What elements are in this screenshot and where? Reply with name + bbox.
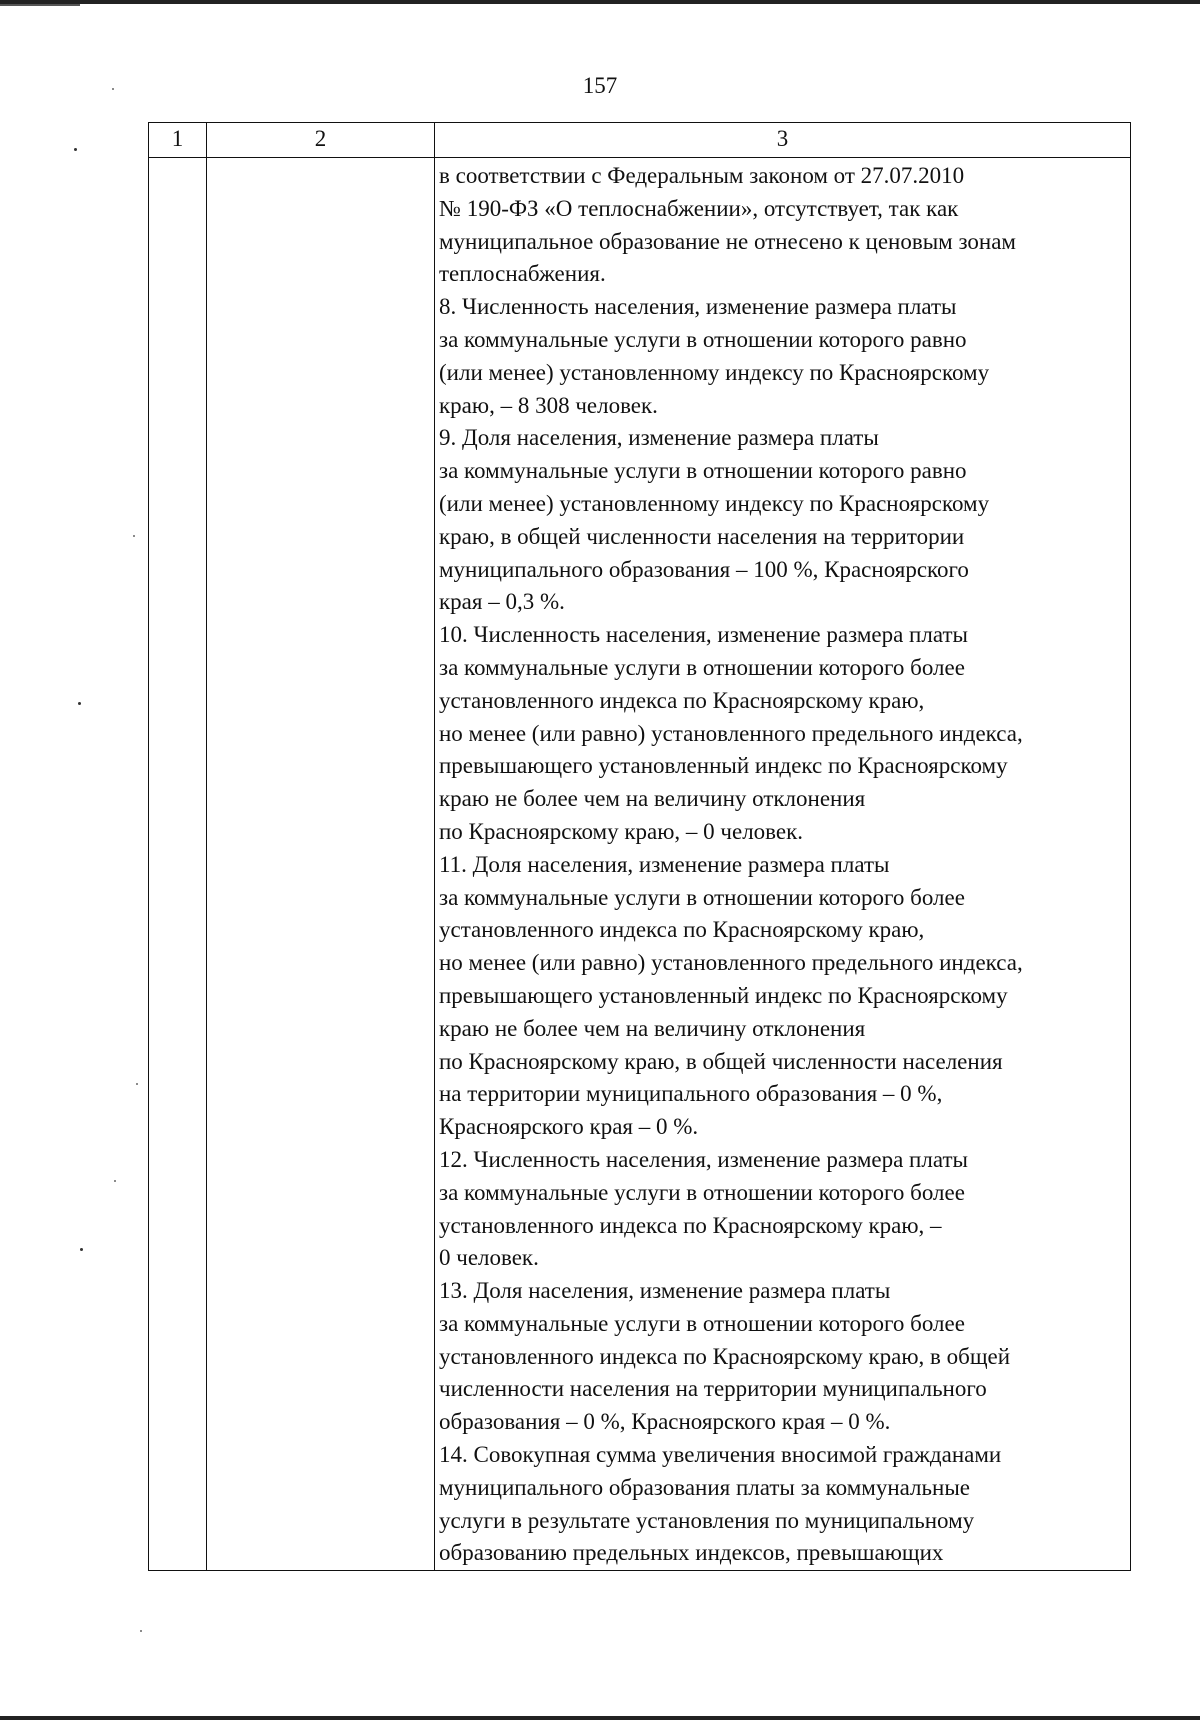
text-line: 8. Численность населения, изменение размера платы [439, 294, 957, 320]
scan-speck [74, 148, 77, 151]
text-line: муниципального образования платы за коммунальные [439, 1474, 970, 1500]
text-line: установленного индекса по Красноярскому краю, [439, 687, 925, 713]
text-line: за коммунальные услуги в отношении которого более [439, 1179, 965, 1205]
text-line: услуги в результате установления по муниципальному [439, 1507, 975, 1533]
table-cell-col1 [149, 158, 207, 1571]
text-line: (или менее) установленному индексу по Красноярскому [439, 359, 990, 385]
text-line: за коммунальные услуги в отношении которого равно [439, 458, 967, 484]
text-line: но менее (или равно) установленного предельного индекса, [439, 720, 1023, 746]
text-line: теплоснабжения. [439, 261, 606, 287]
text-line: 12. Численность населения, изменение размера платы [439, 1146, 968, 1172]
column-header-3: 3 [435, 123, 1131, 158]
column-header-1: 1 [149, 123, 207, 158]
scan-speck [133, 535, 135, 537]
table-cell-col2 [207, 158, 435, 1571]
scan-speck [140, 1630, 142, 1632]
text-line: за коммунальные услуги в отношении которого более [439, 884, 965, 910]
text-line: образования – 0 %, Красноярского края – 0 %. [439, 1409, 891, 1435]
text-line: образованию предельных индексов, превышающих [439, 1540, 944, 1566]
text-line: но менее (или равно) установленного предельного индекса, [439, 950, 1023, 976]
text-line: 14. Совокупная сумма увеличения вносимой гражданами [439, 1442, 1002, 1468]
scan-speck [136, 1083, 138, 1085]
text-line: краю, – 8 308 человек. [439, 392, 658, 418]
text-line: за коммунальные услуги в отношении которого более [439, 654, 965, 680]
text-line: по Красноярскому краю, – 0 человек. [439, 818, 804, 844]
text-line: Красноярского края – 0 %. [439, 1114, 699, 1140]
text-line: превышающего установленный индекс по Красноярскому [439, 753, 1008, 779]
text-line: 11. Доля населения, изменение размера платы [439, 851, 890, 877]
scan-speck [114, 1180, 116, 1182]
column-header-2: 2 [207, 123, 435, 158]
scan-speck [80, 1248, 83, 1251]
text-line: в соответствии с Федеральным законом от 27.07.2010 [439, 163, 965, 188]
text-line: за коммунальные услуги в отношении которого равно [439, 326, 967, 352]
text-line: численности населения на территории муниципального [439, 1376, 987, 1402]
text-line: на территории муниципального образования – 0 %, [439, 1081, 943, 1107]
text-line: муниципальное образование не отнесено к ценовым зонам [439, 228, 1016, 254]
text-line: краю, в общей численности населения на территории [439, 523, 965, 549]
scan-speck [78, 702, 81, 705]
text-line: установленного индекса по Красноярскому краю, – [439, 1212, 942, 1238]
table-row [149, 158, 1131, 1571]
cell-text-block [435, 158, 1130, 1570]
text-line: краю не более чем на величину отклонения [439, 1015, 866, 1041]
scan-top-edge [0, 0, 1200, 4]
text-line: установленного индекса по Красноярскому краю, в общей [439, 1343, 1011, 1369]
text-line: № 190-ФЗ «О теплоснабжении», отсутствует, так как [439, 195, 959, 221]
document-table [148, 122, 1131, 1571]
text-line: 13. Доля населения, изменение размера платы [439, 1278, 891, 1304]
text-line: за коммунальные услуги в отношении которого более [439, 1310, 965, 1336]
text-line: превышающего установленный индекс по Красноярскому [439, 982, 1008, 1008]
text-line: 0 человек. [439, 1245, 539, 1271]
text-line: (или менее) установленному индексу по Красноярскому [439, 490, 990, 516]
page-number: 157 [582, 73, 618, 98]
table-header-row [149, 123, 1131, 158]
table-cell-col3 [435, 158, 1131, 1571]
text-line: установленного индекса по Красноярскому краю, [439, 917, 925, 943]
scan-speck [112, 88, 114, 90]
text-line: по Красноярскому краю, в общей численности населения [439, 1048, 1003, 1074]
text-line: муниципального образования – 100 %, Красноярского [439, 556, 969, 582]
text-line: края – 0,3 %. [439, 589, 565, 615]
text-line: краю не более чем на величину отклонения [439, 786, 866, 812]
scan-top-edge-mark [0, 4, 80, 6]
text-line: 9. Доля населения, изменение размера платы [439, 425, 879, 451]
scan-bottom-edge [0, 1716, 1200, 1720]
text-line: 10. Численность населения, изменение размера платы [439, 622, 968, 648]
